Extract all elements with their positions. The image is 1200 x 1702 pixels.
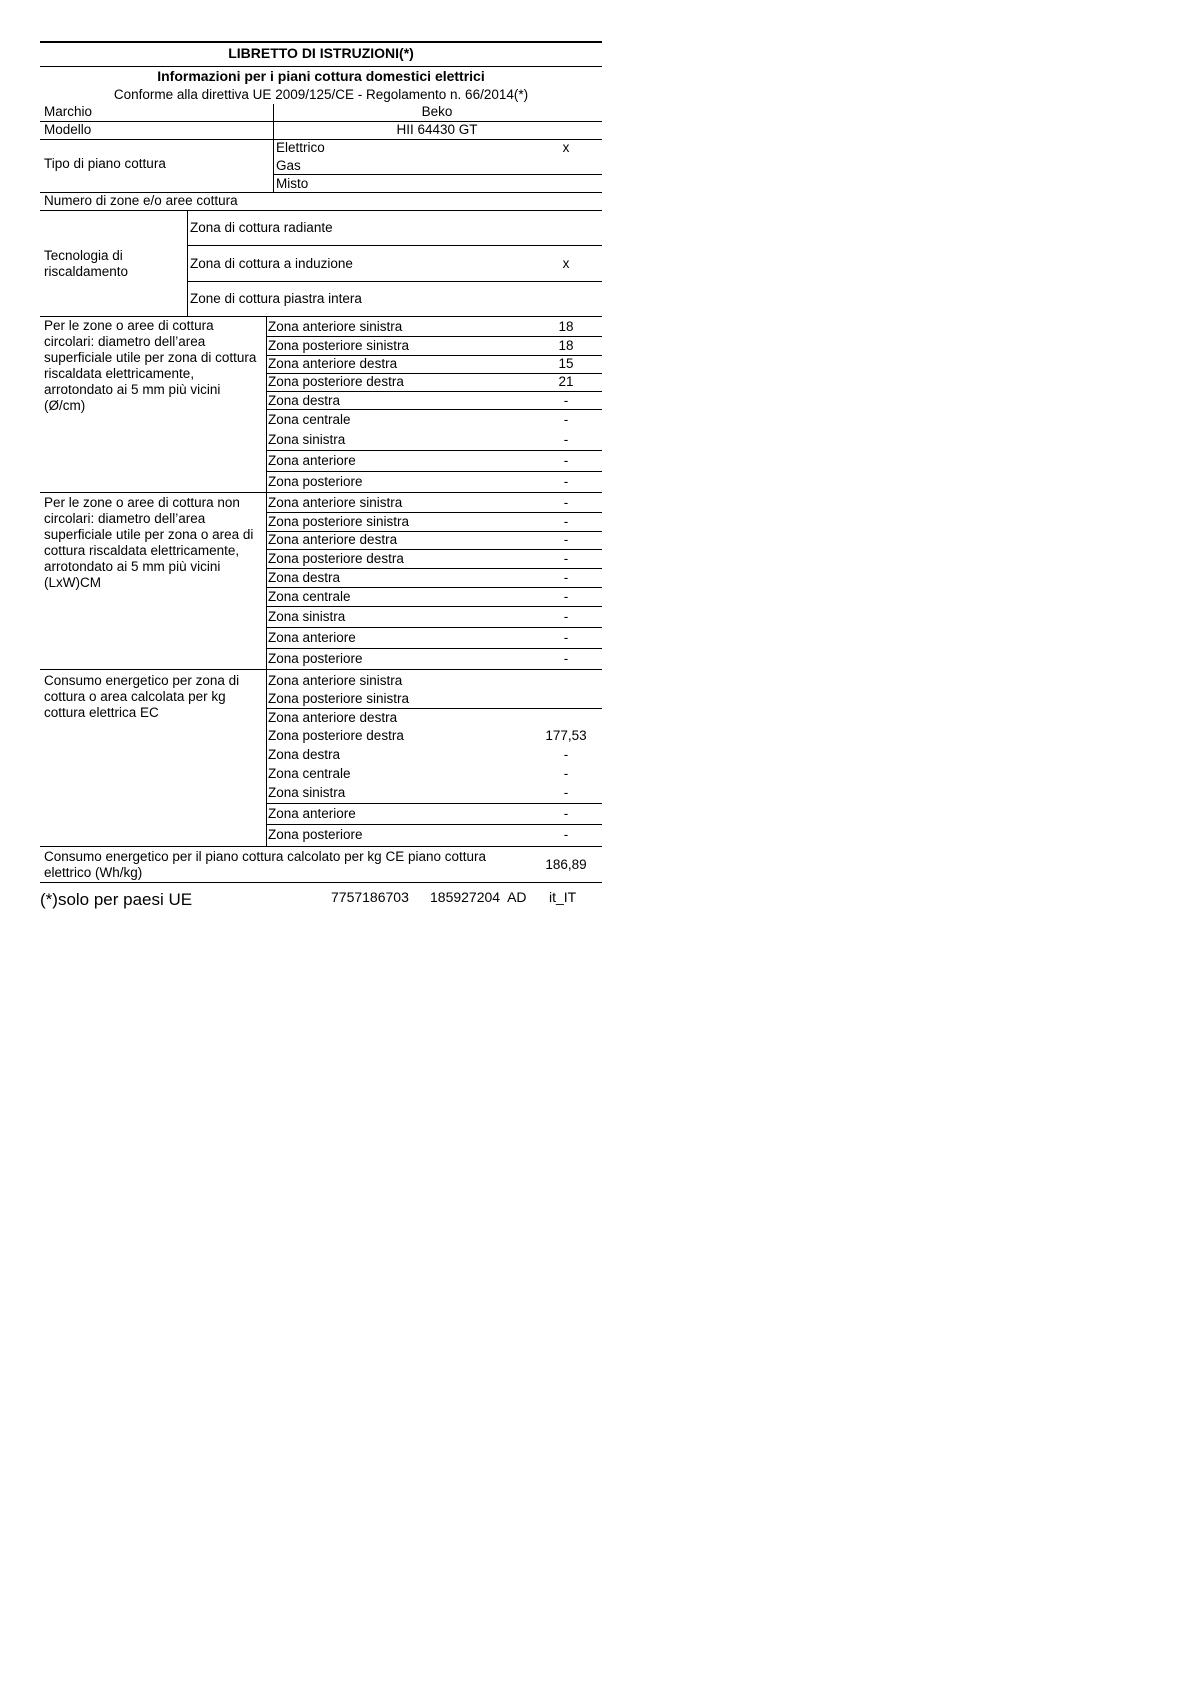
divider	[266, 587, 602, 588]
noncircular-row-value: -	[563, 651, 569, 666]
divider	[266, 568, 602, 569]
model-value: HII 64430 GT	[396, 122, 478, 137]
consumption-row-label: Zona destra	[268, 747, 341, 762]
document-title: LIBRETTO DI ISTRUZIONI(*)	[228, 45, 414, 61]
divider	[266, 803, 602, 804]
divider	[266, 391, 602, 392]
consumption-row-label: Zona anteriore destra	[268, 710, 398, 725]
divider	[40, 66, 602, 67]
column-divider	[266, 492, 267, 669]
circular-row-label: Zona centrale	[268, 412, 351, 427]
circular-row-label: Zona sinistra	[268, 432, 346, 447]
consumption-row-label: Zona posteriore destra	[268, 728, 404, 743]
divider	[40, 316, 602, 317]
divider	[273, 174, 602, 175]
divider	[266, 471, 602, 472]
divider	[40, 846, 602, 847]
noncircular-row-value: -	[563, 570, 569, 585]
noncircular-row-value: -	[563, 532, 569, 547]
circular-row-label: Zona posteriore destra	[268, 374, 404, 389]
brand-label: Marchio	[44, 104, 93, 119]
consumption-row-value: -	[563, 806, 569, 821]
num-zones-label: Numero di zone e/o aree cottura	[44, 193, 238, 208]
eu-only-note: (*)solo per paesi UE	[40, 890, 193, 909]
column-divider	[266, 669, 267, 847]
circular-row-label: Zona destra	[268, 393, 341, 408]
divider	[40, 882, 602, 883]
consumption-row-value: -	[563, 785, 569, 800]
noncircular-label: Per le zone o aree di cottura non circolari: diametro dell’area superficiale utile per zona o area di cottura riscaldata elettricamente, arrotondato ai 5 mm più vicini (LxW)CM	[44, 495, 254, 590]
divider	[187, 245, 602, 246]
column-divider	[273, 139, 274, 192]
heating-mark: x	[562, 256, 570, 271]
column-divider	[273, 122, 274, 139]
circular-row-value: -	[563, 412, 569, 427]
heating-label: Tecnologia di riscaldamento	[44, 248, 129, 279]
divider	[266, 708, 602, 709]
model-label: Modello	[44, 122, 92, 137]
consumption-row-value: -	[563, 766, 569, 781]
noncircular-row-label: Zona centrale	[268, 589, 351, 604]
hob-type-option: Gas	[276, 158, 301, 173]
divider	[187, 281, 602, 282]
circular-label: Per le zone o aree di cottura circolari: diametro dell’area superficiale utile per zona di cottura riscaldata elettricamente, arrotondato ai 5 mm più vicini (Ø/cm)	[44, 318, 257, 413]
noncircular-row-value: -	[563, 630, 569, 645]
revision-code: 185927204 AD	[430, 889, 527, 905]
column-divider	[266, 316, 267, 492]
brand-value: Beko	[421, 104, 453, 119]
noncircular-row-label: Zona posteriore sinistra	[268, 514, 410, 529]
hob-type-label: Tipo di piano cottura	[44, 156, 166, 171]
noncircular-row-value: -	[563, 495, 569, 510]
hob-type-option: Elettrico	[276, 140, 325, 155]
circular-row-value: -	[563, 474, 569, 489]
consumption-row-value: -	[563, 747, 569, 762]
divider	[266, 512, 602, 513]
heating-option: Zona di cottura a induzione	[190, 256, 353, 271]
divider	[40, 669, 602, 670]
consumption-row-label: Zona posteriore sinistra	[268, 691, 410, 706]
divider	[266, 549, 602, 550]
heating-option: Zone di cottura piastra intera	[190, 291, 362, 306]
noncircular-row-label: Zona anteriore sinistra	[268, 495, 403, 510]
locale-code: it_IT	[549, 889, 577, 905]
circular-row-value: -	[563, 393, 569, 408]
consumption-row-label: Zona anteriore sinistra	[268, 673, 403, 688]
noncircular-row-value: -	[563, 609, 569, 624]
consumption-row-label: Zona posteriore	[268, 827, 363, 842]
divider	[266, 450, 602, 451]
heating-option: Zona di cottura radiante	[190, 220, 333, 235]
consumption-row-label: Zona sinistra	[268, 785, 346, 800]
circular-row-value: 18	[558, 338, 574, 353]
noncircular-row-label: Zona anteriore destra	[268, 532, 398, 547]
noncircular-row-label: Zona posteriore	[268, 651, 363, 666]
circular-row-value: 21	[558, 374, 574, 389]
circular-row-label: Zona anteriore	[268, 453, 356, 468]
consumption-row-value: -	[563, 827, 569, 842]
consumption-row-value: 177,53	[545, 728, 587, 743]
document-code: 7757186703	[331, 889, 409, 905]
circular-row-value: 15	[558, 356, 574, 371]
divider	[266, 606, 602, 607]
consumption-row-label: Zona centrale	[268, 766, 351, 781]
divider	[266, 648, 602, 649]
circular-row-label: Zona posteriore sinistra	[268, 338, 410, 353]
circular-row-label: Zona anteriore destra	[268, 356, 398, 371]
circular-row-label: Zona anteriore sinistra	[268, 319, 403, 334]
divider	[40, 210, 602, 211]
noncircular-row-value: -	[563, 589, 569, 604]
consumption-label: Consumo energetico per zona di cottura o area calcolata per kg cottura elettrica EC	[44, 673, 240, 720]
column-divider	[187, 210, 188, 316]
divider	[266, 627, 602, 628]
circular-row-label: Zona posteriore	[268, 474, 363, 489]
column-divider	[273, 104, 274, 121]
document-subtitle: Informazioni per i piani cottura domestici elettrici	[157, 68, 485, 84]
top-rule	[40, 41, 602, 43]
circular-row-value: -	[563, 453, 569, 468]
noncircular-row-value: -	[563, 551, 569, 566]
divider	[266, 409, 602, 410]
total-consumption-value: 186,89	[545, 857, 587, 872]
consumption-row-label: Zona anteriore	[268, 806, 356, 821]
hob-type-mark: x	[562, 140, 570, 155]
hob-type-option: Misto	[276, 176, 309, 191]
divider	[266, 336, 602, 337]
noncircular-row-label: Zona anteriore	[268, 630, 356, 645]
noncircular-row-label: Zona posteriore destra	[268, 551, 404, 566]
divider	[266, 824, 602, 825]
total-consumption-label: Consumo energetico per il piano cottura calcolato per kg CE piano cottura elettrico (Wh/kg)	[44, 849, 486, 880]
divider	[40, 492, 602, 493]
noncircular-row-value: -	[563, 514, 569, 529]
noncircular-row-label: Zona sinistra	[268, 609, 346, 624]
circular-row-value: 18	[558, 319, 574, 334]
circular-row-value: -	[563, 432, 569, 447]
conformity-line: Conforme alla direttiva UE 2009/125/CE - Regolamento n. 66/2014(*)	[113, 87, 529, 102]
noncircular-row-label: Zona destra	[268, 570, 341, 585]
